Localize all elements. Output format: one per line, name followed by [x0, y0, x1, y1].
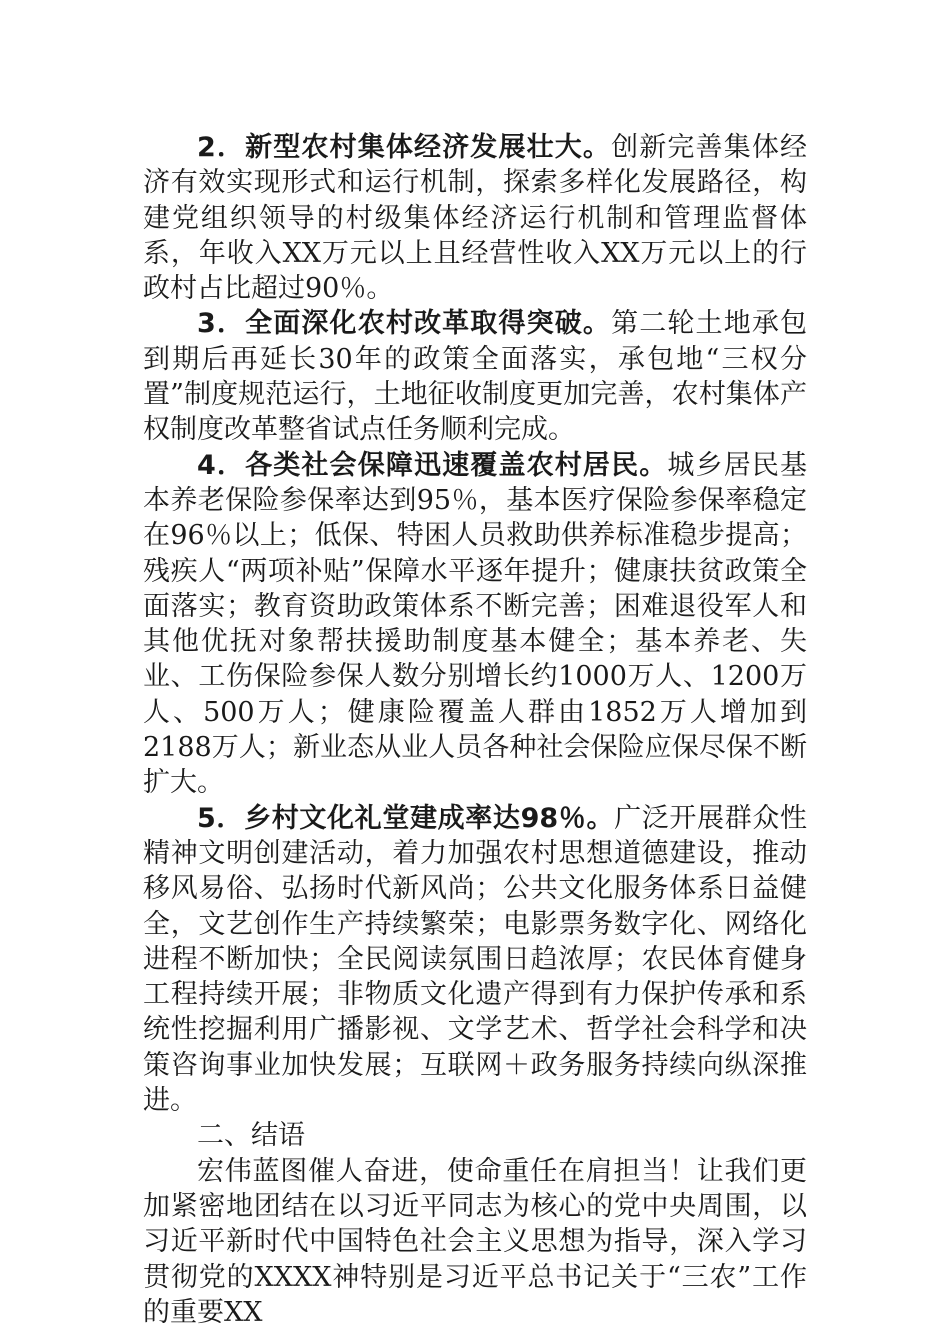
paragraph-text: 城乡居民基本养老保险参保率达到95％，基本医疗保险参保率稳定在96％以上；低保、特困人员救助供养标准稳步提高；残疾人“两项补贴”保障水平逐年提升；健康扶贫政策全面落实；教育资助政策体系不断完善；困难退役军人和其他优抚对象帮扶援助制度基本健全；基本养老、失业、工伤保险参保人数分别增长约1000万人、1200万人、500万人；健康险覆盖人群由1852万人增加到2188万人；新业态从业人员各种社会保险应保尽保不断扩大。 [143, 449, 808, 799]
paragraph-rural-reform [143, 306, 807, 447]
paragraph-rural-culture [143, 801, 807, 1119]
paragraph-text: 创新完善集体经济有效实现形式和运行机制，探索多样化发展路径，构建党组织领导的村级集体经济运行机制和管理监督体系，年收入XX万元以上且经营性收入XX万元以上的行政村占比超过90％。 [143, 132, 807, 305]
paragraph-heading: 4．各类社会保障迅速覆盖农村居民。 [197, 449, 668, 481]
paragraph-closing: 宏伟蓝图催人奋进，使命重任在肩担当！让我们更加紧密地团结在以习近平同志为核心的党中央周围，以习近平新时代中国特色社会主义思想为指导，深入学习贯彻党的XXXX神特别是习近平总书记关于“三农”工作的重要XX [143, 1155, 807, 1328]
paragraph-heading: 5．乡村文化礼堂建成率达98％。 [197, 802, 615, 834]
paragraph-social-security [143, 448, 807, 801]
paragraph-text: 第二轮土地承包到期后再延长30年的政策全面落实，承包地“三权分置”制度规范运行，土地征收制度更加完善，农村集体产权制度改革整省试点任务顺利完成。 [143, 308, 807, 446]
paragraph-text: 广泛开展群众性精神文明创建活动，着力加强农村思想道德建设，推动移风易俗、弘扬时代新风尚；公共文化服务体系日益健全，文艺创作生产持续繁荣；电影票务数字化、网络化进程不断加快；全民阅读氛围日趋浓厚；农民体育健身工程持续开展；非物质文化遗产得到有力保护传承和系统性挖掘利用广播影视、文学艺术、哲学社会科学和决策咨询事业加快发展；互联网＋政务服务持续向纵深推进。 [143, 802, 808, 1117]
paragraph-collective-economy [143, 130, 807, 306]
paragraph-heading: 3．全面深化农村改革取得突破。 [197, 308, 612, 340]
paragraph-heading: 2．新型农村集体经济发展壮大。 [197, 132, 612, 163]
document-body [143, 130, 807, 1330]
section-heading-conclusion: 二、结语 [197, 1120, 305, 1152]
